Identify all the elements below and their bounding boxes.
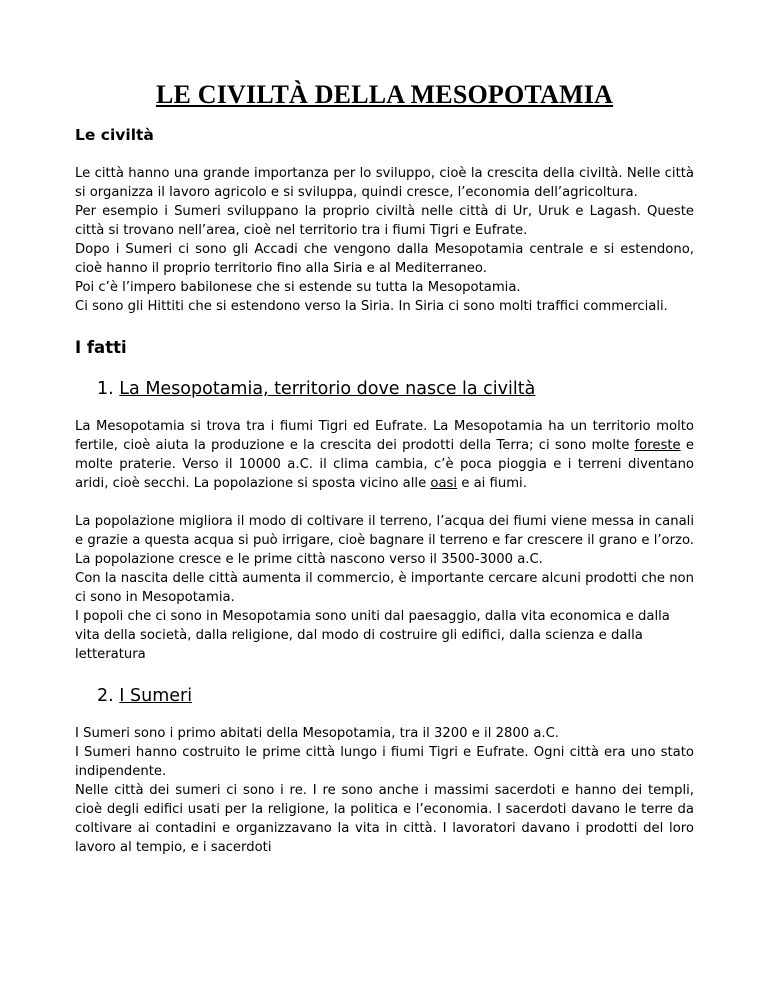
- paragraph-text: La Mesopotamia si trova tra i fiumi Tigri ed Eufrate. La Mesopotamia ha un territorio molto fertile, cioè aiuta la produzione e la crescita dei prodotti della Terra; ci sono molte: [75, 419, 694, 453]
- paragraph-text: e molte praterie. Verso il 10000 a.C. il clima cambia, c’è poca pioggia e i terreni diventano aridi, cioè secchi. La popolazione si sposta vicino alle: [75, 438, 694, 491]
- paragraph: La popolazione migliora il modo di coltivare il terreno, l’acqua dei fiumi viene messa in canali e grazie a questa acqua si può irrigare, cioè bagnare il terreno e far crescere il grano e l’orzo. La popolazione cresce e le prime città nascono verso il 3500-3000 a.C.: [75, 514, 694, 567]
- section-heading-civilta: Le civiltà: [75, 126, 154, 144]
- paragraph: Le città hanno una grande importanza per lo sviluppo, cioè la crescita della civiltà. Nelle città si organizza il lavoro agricolo e si sviluppa, quindi cresce, l’economia dell’agricoltura.: [75, 166, 694, 200]
- paragraph: I Sumeri sono i primo abitati della Mesopotamia, tra il 3200 e il 2800 a.C.: [75, 726, 559, 741]
- paragraph: Con la nascita delle città aumenta il commercio, è importante cercare alcuni prodotti che non ci sono in Mesopotamia.: [75, 571, 694, 605]
- document-page: [75, 80, 694, 857]
- paragraph: Per esempio i Sumeri sviluppano la proprio civiltà nelle città di Ur, Uruk e Lagash. Queste città si trovano nell’area, cioè nel territorio tra i fiumi Tigri e Eufrate.: [75, 204, 694, 238]
- section-heading-fatti: I fatti: [75, 338, 127, 357]
- subsection-number: 1.: [97, 379, 114, 399]
- subsection-heading-mesopotamia: [97, 379, 694, 399]
- subsection-number: 2.: [97, 686, 114, 706]
- paragraph: I popoli che ci sono in Mesopotamia sono uniti dal paesaggio, dalla vita economica e dalla vita della società, dalla religione, dal modo di costruire gli edifici, dalla scienza e dalla letteratura: [75, 609, 670, 662]
- paragraph: I Sumeri hanno costruito le prime città lungo i fiumi Tigri e Eufrate. Ogni città era uno stato indipendente.: [75, 745, 694, 779]
- section-civilta-body: [75, 164, 694, 316]
- paragraph: [75, 417, 694, 493]
- subsection-heading-sumeri: [97, 686, 694, 706]
- subsection-title: I Sumeri: [119, 686, 193, 706]
- paragraph: Ci sono gli Hittiti che si estendono verso la Siria. In Siria ci sono molti traffici commerciali.: [75, 299, 668, 314]
- paragraph: Dopo i Sumeri ci sono gli Accadi che vengono dalla Mesopotamia centrale e si estendono, cioè hanno il proprio territorio fino alla Siria e al Mediterraneo.: [75, 242, 694, 276]
- paragraph: Nelle città dei sumeri ci sono i re. I re sono anche i massimi sacerdoti e hanno dei templi, cioè degli edifici usati per la religione, la politica e l’economia. I sacerdoti davano le terre da coltivare ai contadini e organizzavano la vita in città. I lavoratori davano i prodotti del loro lavoro al tempio, e i sacerdoti: [75, 783, 694, 855]
- subsection-title: La Mesopotamia, territorio dove nasce la civiltà: [119, 379, 536, 399]
- paragraph: Poi c’è l’impero babilonese che si estende su tutta la Mesopotamia.: [75, 280, 521, 295]
- link-foreste[interactable]: foreste: [634, 438, 681, 453]
- paragraph-text: e ai fiumi.: [457, 476, 527, 491]
- link-oasi[interactable]: oasi: [430, 476, 458, 491]
- document-title: LE CIVILTÀ DELLA MESOPOTAMIA: [155, 80, 614, 109]
